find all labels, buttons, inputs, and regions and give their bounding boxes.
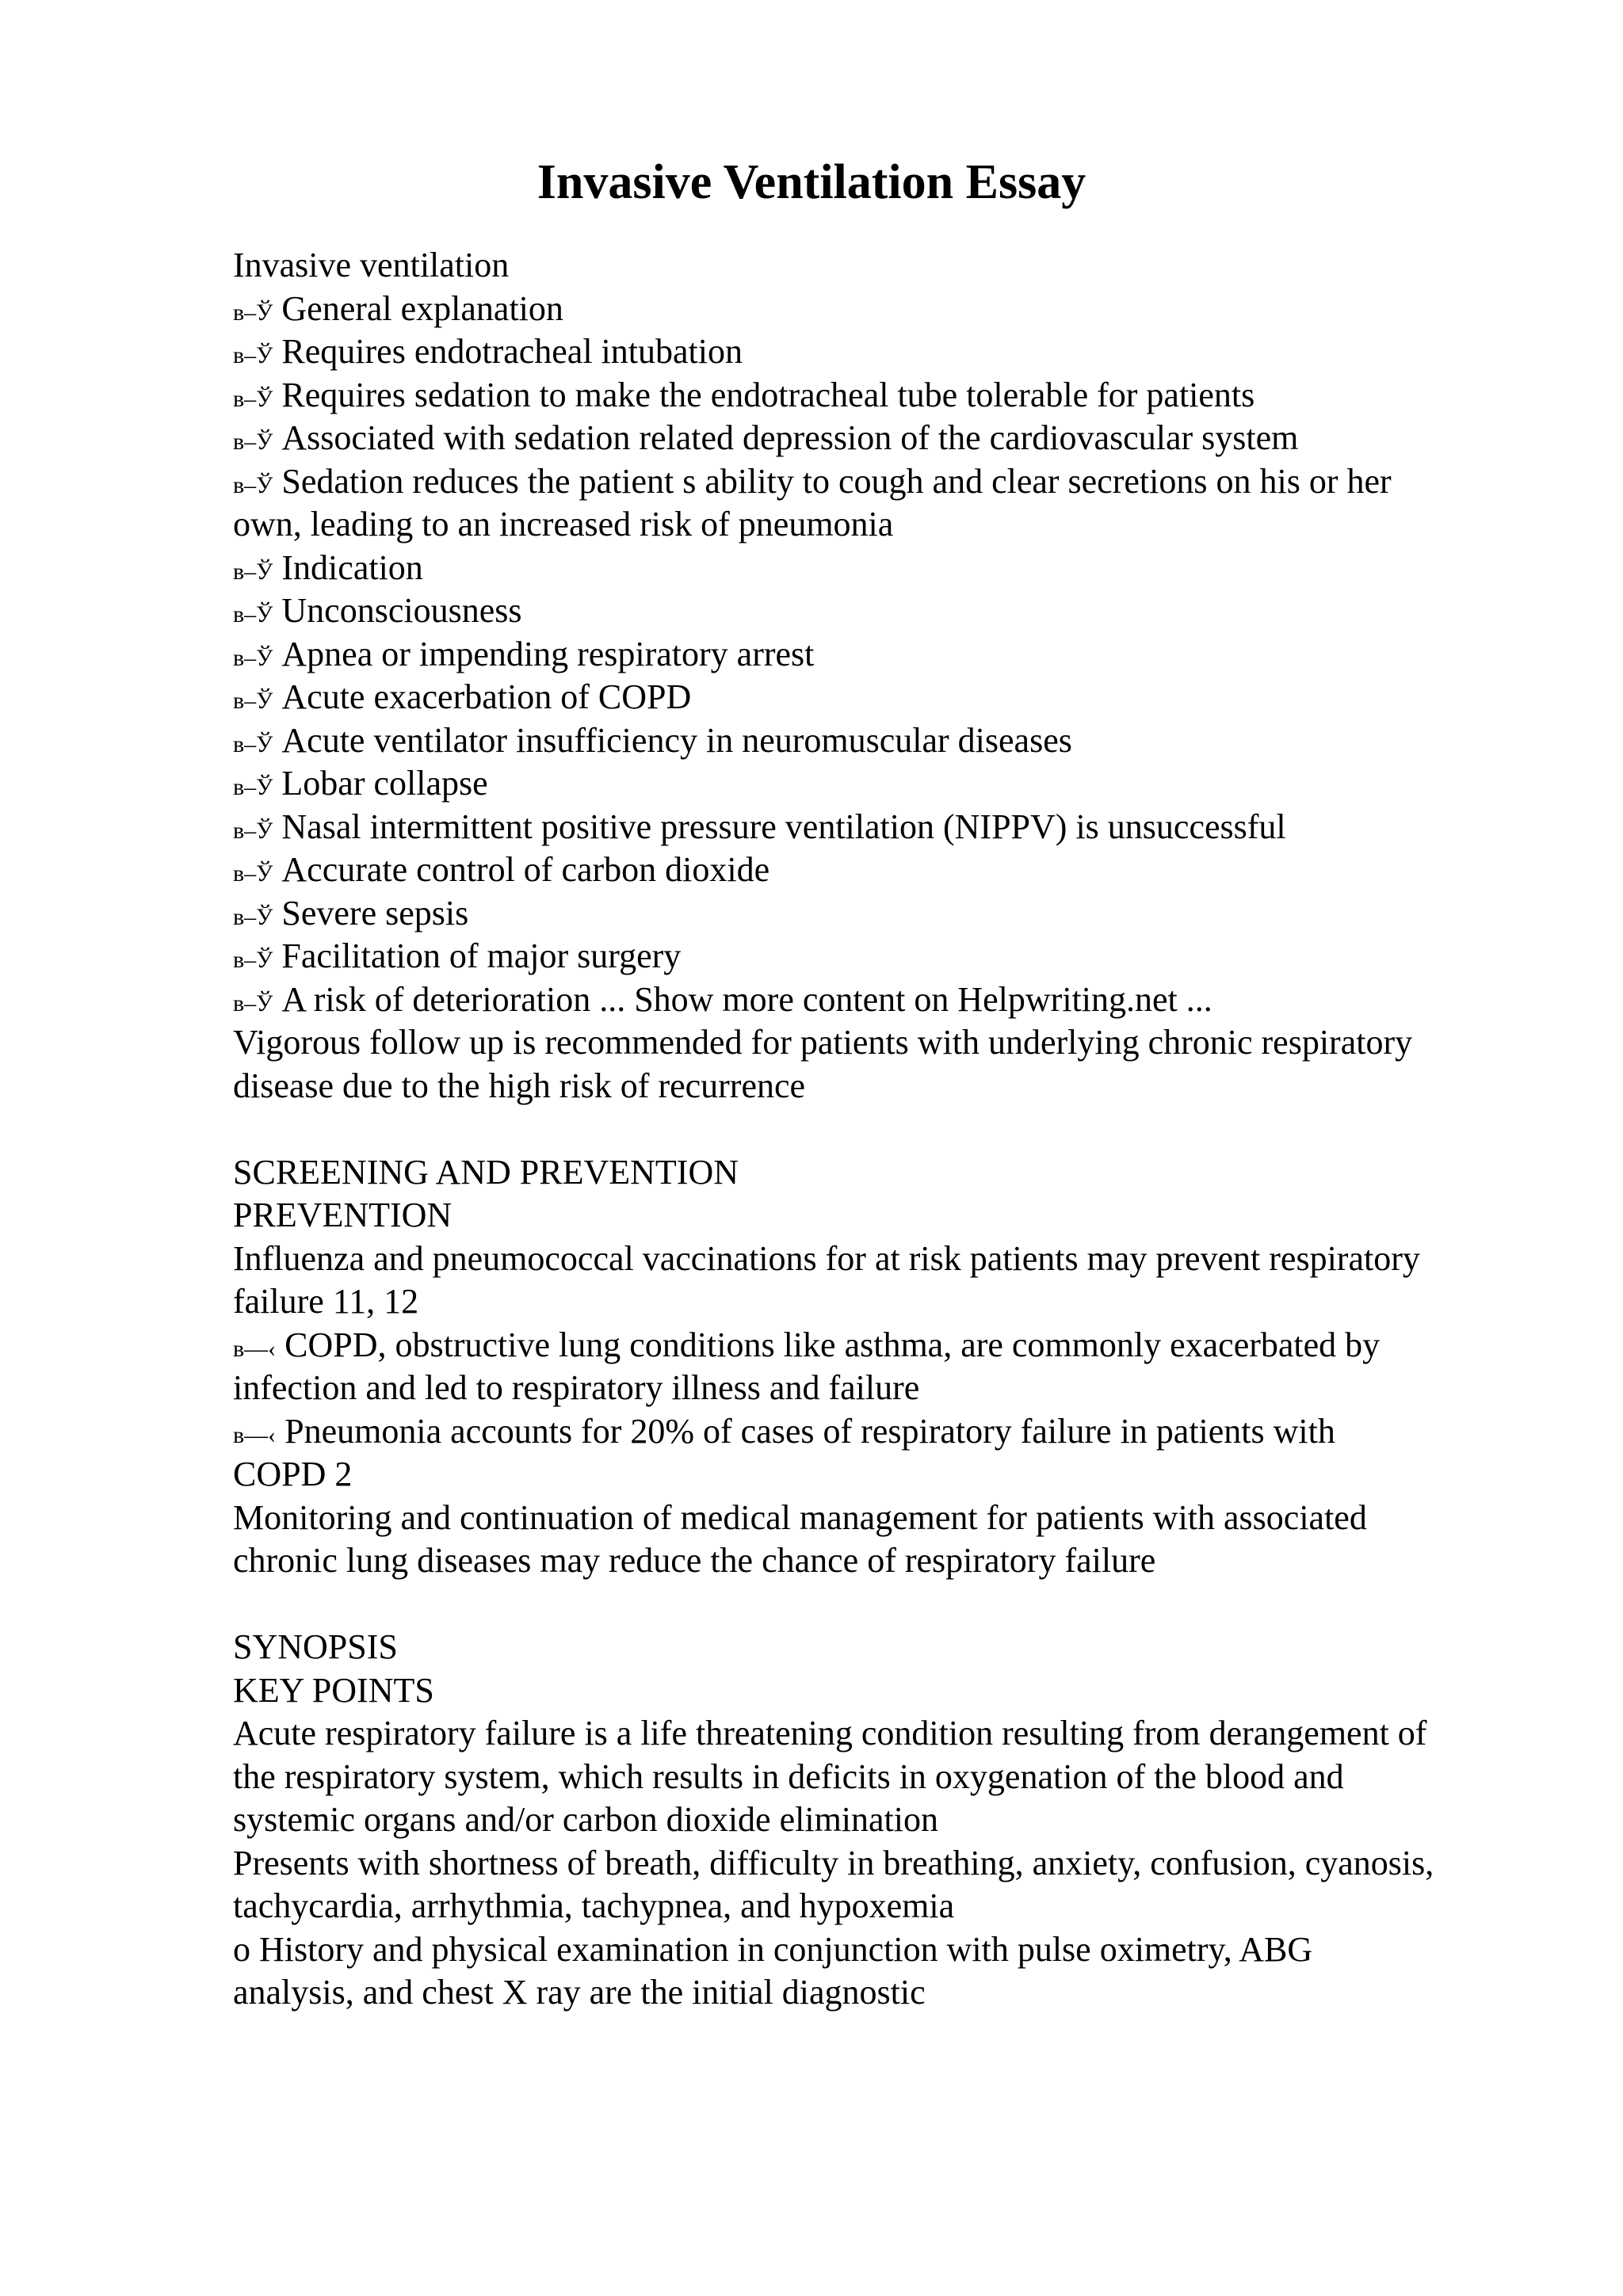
- text-line: [233, 1971, 1533, 2015]
- line-text: Indication: [273, 547, 423, 587]
- line-text: Sedation reduces the patient s ability to cough and clear secretions on his or her: [273, 461, 1392, 501]
- bullet-line: [233, 547, 1533, 590]
- text-line: [233, 1280, 1533, 1324]
- line-text: systemic organs and/or carbon dioxide elimination: [233, 1800, 938, 1839]
- text-line: [233, 1669, 1533, 1713]
- bullet-glyph: в–Ў: [233, 688, 273, 714]
- line-text: Severe sepsis: [273, 893, 469, 933]
- bullet-line: [233, 417, 1533, 460]
- line-text: Acute respiratory failure is a life threatening condition resulting from derangement of: [233, 1714, 1427, 1753]
- line-text: chronic lung diseases may reduce the chance of respiratory failure: [233, 1541, 1156, 1580]
- bullet-glyph: в–Ў: [233, 429, 273, 455]
- text-line: [233, 1712, 1533, 1756]
- line-text: Lobar collapse: [273, 764, 488, 803]
- text-line: [233, 1497, 1533, 1540]
- page-title: Invasive Ventilation Essay: [537, 155, 1086, 209]
- bullet-glyph: в–Ў: [233, 990, 273, 1016]
- bullet-glyph: в–Ў: [233, 558, 273, 585]
- line-text: SYNOPSIS: [233, 1627, 398, 1666]
- text-line: [233, 244, 1533, 288]
- line-text: COPD 2: [233, 1455, 353, 1493]
- bullet-glyph: в–Ў: [233, 644, 273, 671]
- bullet-line: [233, 330, 1533, 374]
- text-line: [233, 1453, 1533, 1497]
- line-text: o History and physical examination in conjunction with pulse oximetry, ABG: [233, 1929, 1313, 1969]
- line-text: PREVENTION: [233, 1196, 453, 1234]
- text-line: [233, 1021, 1533, 1065]
- text-line: [233, 1539, 1533, 1583]
- line-text: Requires endotracheal intubation: [273, 332, 743, 371]
- line-text: Pneumonia accounts for 20% of cases of respiratory failure in patients with: [276, 1411, 1335, 1451]
- bullet-line: [233, 762, 1533, 806]
- line-text: Influenza and pneumococcal vaccinations for at risk patients may prevent respiratory: [233, 1238, 1420, 1278]
- bullet-line: [233, 460, 1533, 504]
- bullet-line: [233, 288, 1533, 331]
- line-text: KEY POINTS: [233, 1670, 434, 1710]
- text-line: [233, 1065, 1533, 1108]
- bullet-glyph: в–Ў: [233, 774, 273, 800]
- text-line: [233, 1885, 1533, 1928]
- text-line: [233, 1756, 1533, 1799]
- bullet-glyph: в–Ў: [233, 342, 273, 368]
- bullet-line: [233, 589, 1533, 633]
- line-text: Requires sedation to make the endotracheal tube tolerable for patients: [273, 375, 1255, 414]
- text-line: [233, 1798, 1533, 1842]
- text-line: [233, 503, 1533, 547]
- bullet-glyph: в–Ў: [233, 471, 273, 498]
- bullet-line: [233, 806, 1533, 849]
- bullet-glyph: в—‹: [233, 1335, 277, 1362]
- line-text: analysis, and chest X ray are the initial diagnostic: [233, 1973, 926, 2012]
- line-text: Facilitation of major surgery: [273, 936, 682, 975]
- text-line: [233, 1238, 1533, 1281]
- essay-body: [233, 244, 1533, 2015]
- bullet-line: [233, 374, 1533, 418]
- bullet-glyph: в–Ў: [233, 601, 273, 627]
- line-text: failure 11, 12: [233, 1282, 419, 1321]
- text-line: [233, 1194, 1533, 1238]
- line-text: Associated with sedation related depression of the cardiovascular system: [273, 418, 1299, 457]
- line-text: Acute ventilator insufficiency in neuromuscular diseases: [273, 720, 1072, 760]
- line-text: General explanation: [273, 288, 563, 328]
- line-text: Vigorous follow up is recommended for patients with underlying chronic respiratory: [233, 1023, 1413, 1062]
- line-text: Accurate control of carbon dioxide: [273, 850, 770, 889]
- bullet-glyph: в–Ў: [233, 860, 273, 887]
- line-text: Unconsciousness: [273, 591, 522, 630]
- bullet-glyph: в–Ў: [233, 299, 273, 326]
- bullet-glyph: в–Ў: [233, 385, 273, 412]
- bullet-line: [233, 633, 1533, 677]
- bullet-line: [233, 978, 1533, 1022]
- text-line: [233, 1626, 1533, 1669]
- bullet-glyph: в–Ў: [233, 903, 273, 930]
- text-line: [233, 1842, 1533, 1886]
- line-text: Presents with shortness of breath, difficulty in breathing, anxiety, confusion, cyanosis,: [233, 1843, 1434, 1882]
- blank-line: [233, 1108, 1533, 1151]
- line-text: Monitoring and continuation of medical management for patients with associated: [233, 1497, 1367, 1537]
- line-text: COPD, obstructive lung conditions like asthma, are commonly exacerbated by: [276, 1325, 1381, 1364]
- line-text: Nasal intermittent positive pressure ventilation (NIPPV) is unsuccessful: [273, 807, 1286, 846]
- text-line: [233, 1151, 1533, 1195]
- line-text: tachycardia, arrhythmia, tachypnea, and hypoxemia: [233, 1886, 955, 1925]
- text-line: [233, 1367, 1533, 1410]
- line-text: A risk of deterioration ... Show more content on Helpwriting.net ...: [273, 979, 1212, 1019]
- line-text: Invasive ventilation: [233, 246, 510, 284]
- bullet-glyph: в–Ў: [233, 947, 273, 973]
- bullet-glyph: в—‹: [233, 1421, 277, 1448]
- line-text: SCREENING AND PREVENTION: [233, 1152, 739, 1192]
- bullet-line: [233, 849, 1533, 892]
- line-text: Apnea or impending respiratory arrest: [273, 634, 815, 673]
- line-text: disease due to the high risk of recurrence: [233, 1066, 806, 1105]
- bullet-line: [233, 892, 1533, 936]
- bullet-glyph: в–Ў: [233, 730, 273, 757]
- bullet-line: [233, 719, 1533, 763]
- text-line: [233, 1928, 1533, 1972]
- bullet-line: [233, 1324, 1533, 1367]
- bullet-line: [233, 935, 1533, 978]
- line-text: infection and led to respiratory illness and failure: [233, 1368, 920, 1407]
- line-text: Acute exacerbation of COPD: [273, 677, 692, 716]
- line-text: the respiratory system, which results in deficits in oxygenation of the blood and: [233, 1756, 1344, 1796]
- bullet-line: [233, 1410, 1533, 1454]
- line-text: own, leading to an increased risk of pneumonia: [233, 505, 894, 543]
- bullet-line: [233, 676, 1533, 719]
- blank-line: [233, 1583, 1533, 1627]
- bullet-glyph: в–Ў: [233, 817, 273, 844]
